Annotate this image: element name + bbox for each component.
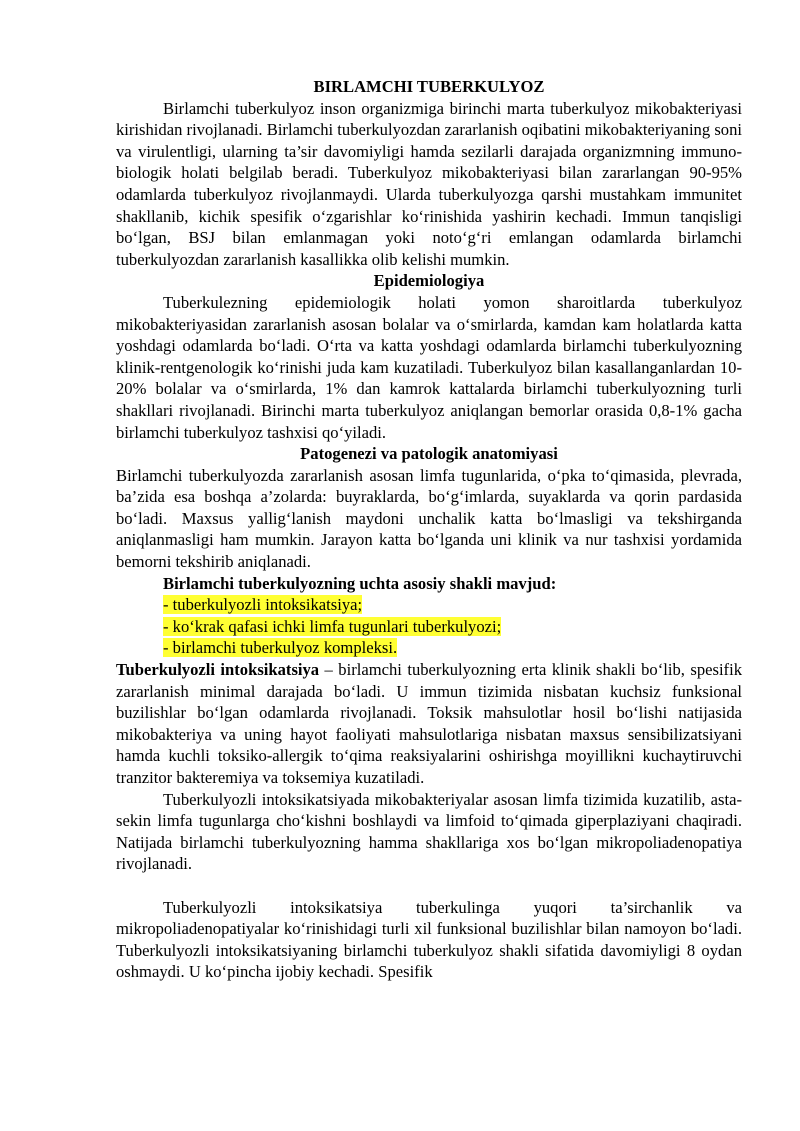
intoxication-term: Tuberkulyozli intoksikatsiya (116, 660, 320, 680)
list-item (163, 616, 742, 638)
document-title: BIRLAMCHI TUBERKULYOZ (313, 77, 545, 96)
list-item-text: - ko‘krak qafasi ichki limfa tugunlari tuberkulyozi; (163, 616, 502, 636)
intoxication-definition: – birlamchi tuberkulyozning erta klinik shakli bo‘lib, spesifik zararlanish minimal darajada bo‘ladi. U immun tizimida nisbatan kuchsiz funksional buzilishlar bo‘lgan odamlarda rivojlanadi. Toksik mahsulotlar hosil bo‘lishi natijasida mikobakteriya va uning hayot faoliyati mahsulotlariga nisbatan maxsus sensibilizatsiyani hamda kuchli toksiko-allergik to‘qima reaksiyalarini oshirishga moyillikni kuchaytiruvchi tranzitor bakteremiya va toksemiya kuzatiladi. (116, 660, 742, 787)
blank-line (116, 875, 742, 897)
list-item (163, 594, 742, 616)
list-item (163, 637, 742, 659)
forms-list (116, 573, 742, 659)
list-item-text: - tuberkulyozli intoksikatsiya; (163, 595, 363, 615)
epidemiology-paragraph: Tuberkulezning epidemiologik holati yomon sharoitlarda tuberkulyoz mikobakteriyasidan zararlanish asosan bolalar va o‘smirlarda, kamdan kam holatlarda katta yoshdagi odamlarda bo‘ladi. O‘rta va katta yoshdagi odamlarda birlamchi tuberkulyozning klinik-rentgenologik ko‘rinishi juda kam kuzatiladi. Tuberkulyoz bilan kasallanganlardan 10-20% bolalar va o‘smirlarda, 1% dan kamrok kattalarda birlamchi tuberkulyozning turli shakllari rivojlanadi. Birinchi marta tuberkulyoz aniqlangan bemorlar orasida 0,8-1% gacha birlamchi tuberkulyoz tashxisi qo‘yiladi. (116, 292, 742, 442)
intoxication-paragraph (116, 659, 742, 789)
intro-paragraph: Birlamchi tuberkulyoz inson organizmiga birinchi marta tuberkulyoz mikobakteriyasi kirishidan rivojlanadi. Birlamchi tuberkulyozdan zararlanish oqibatini mikobakteriyaning soni va virulentligi, ularning ta’sir davomiyligi hamda sezilarli darajada organizmning immuno-biologik holati belgilab beradi. Tuberkulyoz mikobakteriyasi bilan zararlangan 90-95% odamlarda tuberkulyoz rivojlanmaydi. Ularda tuberkulyozga qarshi mustahkam immunitet shakllanib, kichik spesifik o‘zgarishlar ko‘rinishida yashirin kechadi. Immun tanqisligi bo‘lgan, BSJ bilan emlanmagan yoki noto‘g‘ri emlangan odamlarda birlamchi tuberkulyozdan zararlanish kasallikka olib kelishi mumkin. (116, 98, 742, 269)
forms-list-title: Birlamchi tuberkulyozning uchta asosiy shakli mavjud: (163, 573, 557, 593)
pathogenesis-heading: Patogenezi va patologik anatomiyasi (300, 444, 558, 464)
epidemiology-heading: Epidemiologiya (373, 271, 485, 291)
intoxication-paragraph-2: Tuberkulyozli intoksikatsiyada mikobakteriyalar asosan limfa tizimida kuzatilib, asta-sekin limfa tugunlarga cho‘kishni boshlaydi va limfoid to‘qimada giperplaziyani chaqiradi. Natijada birlamchi tuberkulyozning hamma shakllariga xos bo‘lgan mikropoliadenopatiya rivojlanadi. (116, 789, 742, 874)
list-item-text: - birlamchi tuberkulyoz kompleksi. (163, 638, 398, 658)
intoxication-paragraph-3: Tuberkulyozli intoksikatsiya tuberkulinga yuqori ta’sirchanlik va mikropoliadenopatiyalar ko‘rinishidagi turli xil funksional buzilishlar bilan namoyon bo‘ladi. Tuberkulyozli intoksikatsiyaning birlamchi tuberkulyoz shakli sifatida davomiyligi 8 oydan oshmaydi. U ko‘pincha ijobiy kechadi. Spesifik (116, 897, 742, 982)
pathogenesis-paragraph: Birlamchi tuberkulyozda zararlanish asosan limfa tugunlarida, o‘pka to‘qimasida, plevrada, ba’zida esa boshqa a’zolarda: buyraklarda, bo‘g‘imlarda, suyaklarda va qorin pardasida bo‘ladi. Maxsus yallig‘lanish maydoni unchalik katta bo‘lmasligi va tekshirganda aniqlanmasligi ham mumkin. Jarayon katta bo‘lganda uni klinik va nur tashxisi yordamida bemorni tekshirib aniqlanadi. (116, 465, 742, 572)
